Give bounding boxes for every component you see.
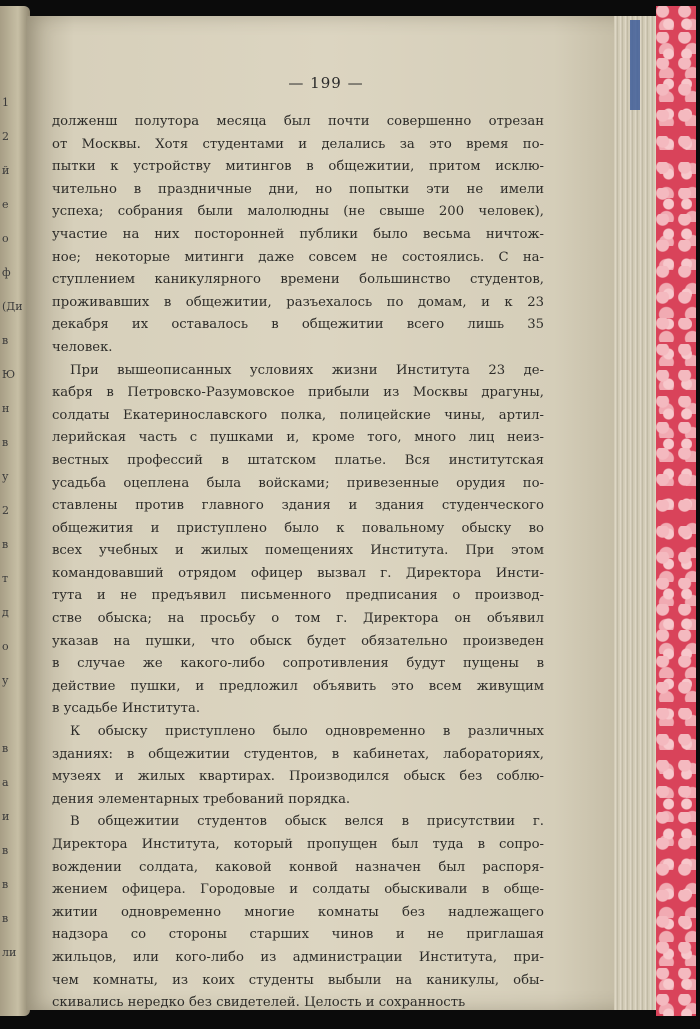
left-page-fragment: в (2, 912, 9, 925)
left-page-fragment: в (2, 436, 9, 449)
left-page-fragment: в (2, 334, 9, 347)
left-page-fragment: а (2, 776, 9, 789)
text-line: усадьба оцеплена была войсками; привезенные орудия по- (52, 475, 544, 491)
page-text (52, 111, 544, 1015)
text-line: В общежитии студентов обыск велся в присутствии г. (70, 814, 544, 830)
left-page-fragment: 2 (2, 504, 9, 517)
text-line: декабря их оставалось в общежитии всего лишь 35 (52, 317, 544, 333)
text-line: командовавший отрядом офицер вызвал г. Директора Инсти- (52, 565, 544, 581)
text-line: пытки к устройству митингов в общежитии, притом исклю- (52, 159, 544, 175)
left-page-fragment: ли (2, 946, 17, 959)
paragraph (52, 811, 544, 1014)
left-page-fragment: ф (2, 266, 11, 279)
left-page-fragment: (Ди (2, 300, 23, 313)
text-line: от Москвы. Хотя студентами и делались за это время по- (52, 136, 544, 152)
left-page-fragment: в (2, 538, 9, 551)
text-line: надзора со стороны старших чинов и не приглашая (52, 927, 544, 943)
floral-endpaper (656, 6, 696, 1016)
text-line: скивались нередко без свидетелей. Целость и сохранность (52, 995, 466, 1011)
book-page (26, 16, 626, 1010)
left-page-fragment: о (2, 640, 9, 653)
text-line: проживавших в общежитии, разъехалось по домам, и к 23 (52, 294, 544, 310)
text-line: стве обыска; на просьбу о том г. Директора он объявил (52, 611, 544, 627)
text-line: Директора Института, который пропущен был туда в сопро- (52, 837, 544, 852)
text-line: дения элементарных требований порядка. (52, 791, 351, 807)
text-line: кабря в Петровско-Разумовское прибыли из Москвы драгуны, (52, 385, 544, 401)
text-line: указав на пушки, что обыск будет обязательно произведен (52, 633, 544, 649)
left-page-fragment: Ю (2, 368, 16, 381)
text-line: вестных профессий в штатском платье. Вся институтская (52, 452, 544, 468)
text-line: К обыску приступлено было одновременно в различных (70, 724, 544, 740)
text-line: вождении солдата, каковой конвой назначен был распоря- (52, 859, 544, 875)
text-line: в случае же какого-либо сопротивления будут пущены в (52, 656, 544, 672)
text-line: музеях и жилых квартирах. Производился обыск без соблю- (52, 769, 544, 785)
text-line: ное; некоторые митинги даже совсем не состоялись. С на- (52, 249, 544, 265)
text-line: в усадьбе Института. (52, 701, 201, 717)
text-line: солдаты Екатеринославского полка, полицейские чины, артил- (52, 407, 544, 423)
left-page-fragment: д (2, 606, 9, 619)
text-line: всех учебных и жилых помещениях Института. При этом (52, 543, 544, 559)
text-line: житии одновременно многие комнаты без надлежащего (52, 904, 544, 920)
left-page-fragment: в (2, 878, 9, 891)
left-page-fragment: й (2, 164, 10, 177)
text-line: чем комнаты, из коих студенты выбыли на каникулы, обы- (52, 972, 544, 988)
paragraph (52, 111, 544, 360)
text-line: чительно в праздничные дни, но попытки эти не имели (52, 181, 544, 197)
paragraph (52, 721, 544, 811)
left-page-fragment: в (2, 742, 9, 755)
left-page-fragment: 2 (2, 130, 9, 143)
text-line: тута и не предъявил письменного предписания о производ- (52, 588, 544, 604)
left-page-fragment: о (2, 232, 9, 245)
left-page-fragment: 1 (2, 96, 9, 109)
left-page-fragment: е (2, 198, 9, 211)
text-line: человек. (52, 339, 113, 355)
text-line: ставлены против главного здания и здания студенческого (52, 498, 544, 514)
text-line: лерийская часть с пушками и, кроме того, много лиц неиз- (52, 430, 544, 446)
text-line: жением офицера. Городовые и солдаты обыскивали в обще- (52, 882, 544, 898)
text-line: действие пушки, и предложил объявить это всем живущим (52, 678, 544, 694)
text-line: зданиях: в общежитии студентов, в кабинетах, лабораториях, (52, 746, 544, 762)
text-line: общежития и приступлено было к повальному обыску во (52, 520, 544, 536)
left-page-fragment: в (2, 844, 9, 857)
text-line: успеха; собрания были малолюдны (не свыше 200 человек), (52, 204, 544, 220)
left-page-fragment: у (2, 470, 9, 483)
page-number: — 199 — (288, 74, 364, 92)
text-line: жильцов, или кого-либо из администрации Института, при- (52, 949, 544, 965)
left-page-fragment: т (2, 572, 9, 585)
blue-page-edge (630, 20, 640, 110)
page-stack-edge (614, 16, 660, 1010)
left-page-fragment: и (2, 810, 10, 823)
left-page-fragment: н (2, 402, 10, 415)
text-line: При вышеописанных условиях жизни Института 23 де- (70, 362, 544, 378)
text-line: участие на них посторонней публики было весьма ничтож- (52, 226, 544, 242)
left-page-fragment: у (2, 674, 9, 687)
text-line: долженш полутора месяца был почти совершенно отрезан (52, 114, 544, 129)
text-line: ступлением каникулярного времени большинство студентов, (52, 272, 544, 288)
paragraph (52, 360, 544, 722)
